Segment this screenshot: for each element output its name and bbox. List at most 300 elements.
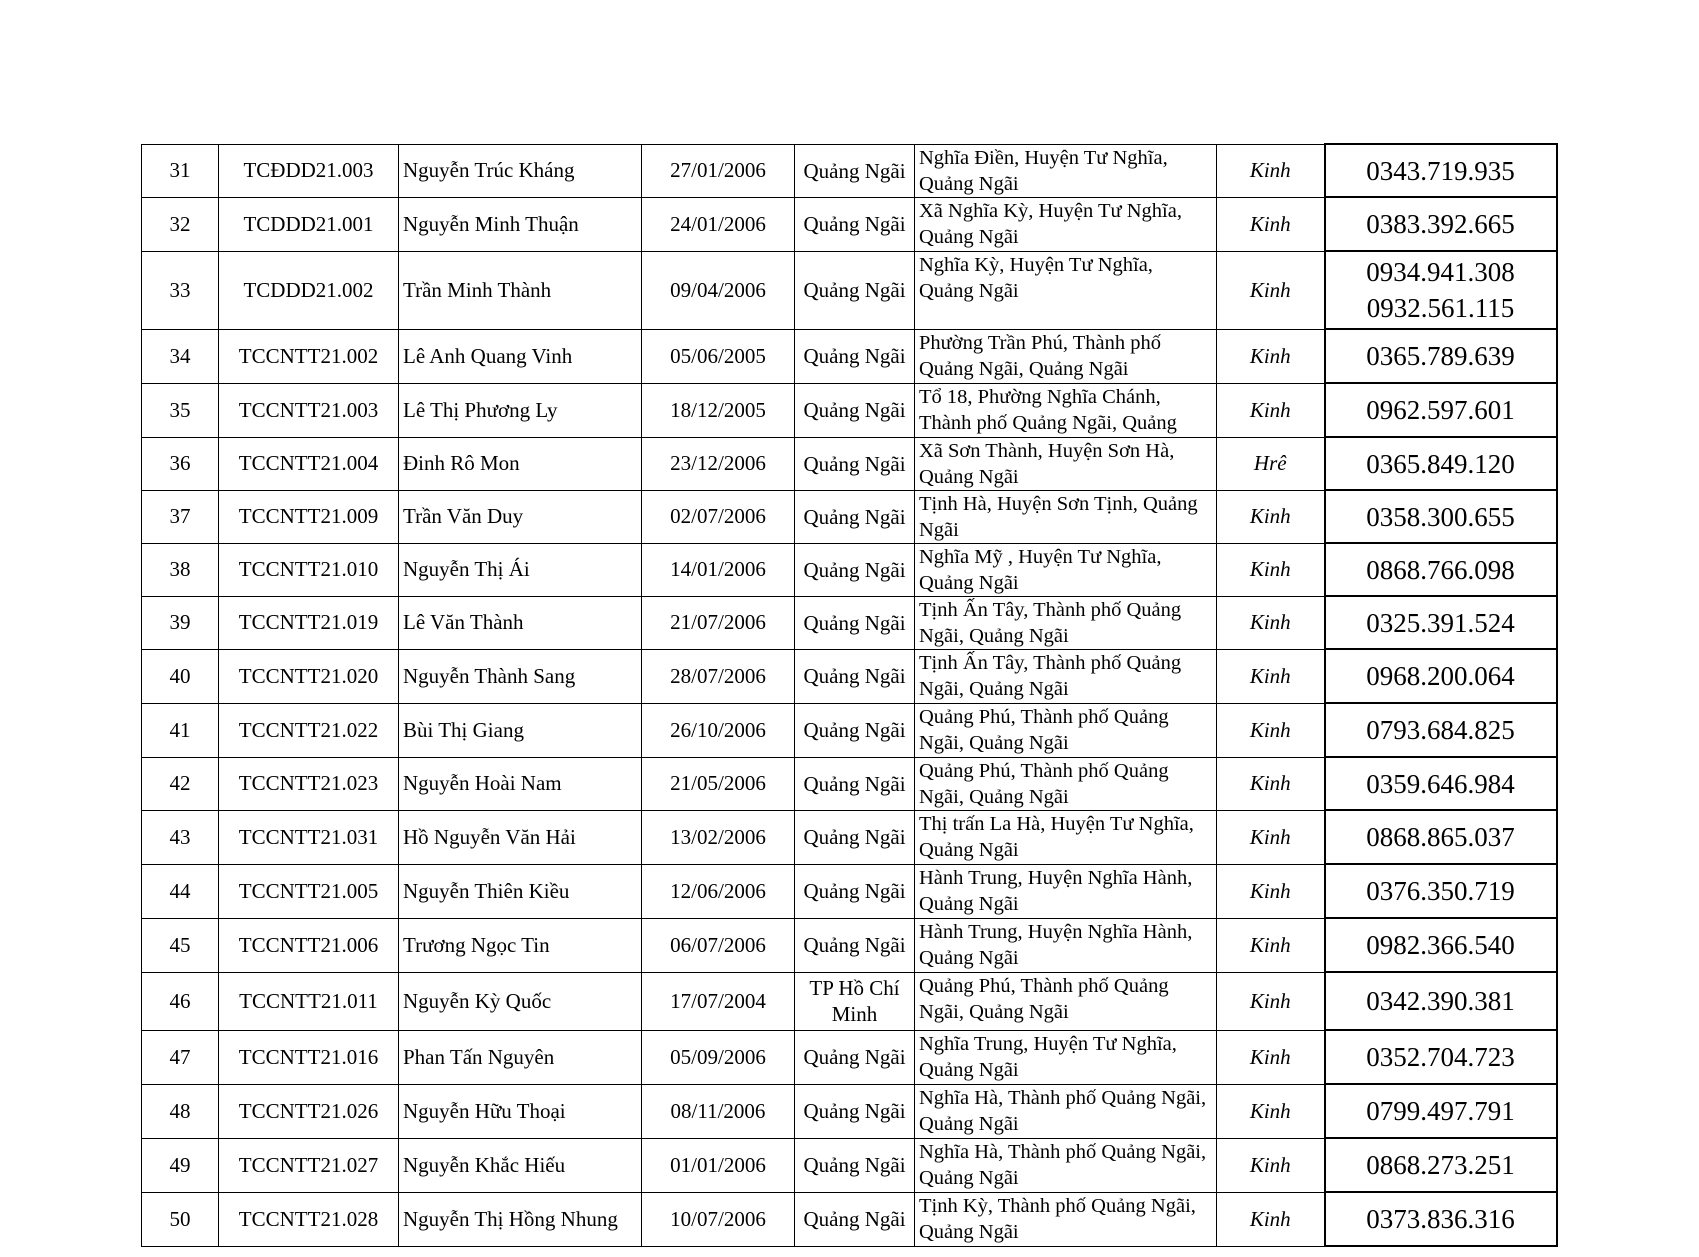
address-cell [915,144,1217,197]
ethnicity-cell [1217,144,1325,197]
table-row [142,437,1557,490]
student-name: Trương Ngọc Tin [403,932,550,957]
ethnicity-cell [1217,543,1325,596]
birthplace-cell [795,329,915,383]
birthplace-cell [795,972,915,1030]
row-number: 33 [169,277,191,302]
row-number: 38 [169,557,191,581]
date-of-birth-cell [642,144,795,197]
ethnicity: Kinh [1249,932,1291,957]
student-name: Phan Tấn Nguyên [403,1044,555,1069]
date-of-birth-cell [642,1030,795,1084]
student-code-cell [219,918,399,972]
date-of-birth: 28/07/2006 [670,663,766,688]
phone-cell [1325,810,1557,864]
table-row [142,543,1557,596]
student-code: TCĐDD21.003 [243,158,374,182]
address-cell [915,649,1217,703]
address: Tịnh Kỳ, Thành phố Quảng Ngãi, Quảng Ngãi [919,1194,1196,1243]
student-code: TCCNTT21.009 [238,504,379,528]
row-number-cell [142,1138,219,1192]
address: Phường Trần Phú, Thành phố Quảng Ngãi, Quảng Ngãi [919,331,1161,380]
birthplace: TP Hồ Chí Minh [809,976,900,1026]
row-number-cell [142,437,219,490]
date-of-birth: 01/01/2006 [670,1152,766,1177]
address: Thị trấn La Hà, Huyện Tư Nghĩa, Quảng Ngãi [919,812,1194,861]
ethnicity-cell [1217,383,1325,437]
address-cell [915,703,1217,757]
date-of-birth: 08/11/2006 [670,1098,766,1123]
row-number-cell [142,490,219,543]
birthplace-cell [795,1084,915,1138]
ethnicity: Kinh [1249,1098,1291,1123]
address: Nghĩa Hà, Thành phố Quảng Ngãi, Quảng Ngãi [919,1086,1207,1135]
ethnicity-cell [1217,197,1325,251]
student-code: TCCNTT21.026 [238,1098,379,1123]
birthplace-cell [795,1138,915,1192]
student-code: TCCNTT21.020 [238,663,379,688]
date-of-birth-cell [642,810,795,864]
ethnicity: Kinh [1249,1206,1291,1231]
date-of-birth-cell [642,543,795,596]
ethnicity-cell [1217,1030,1325,1084]
row-number-cell [142,649,219,703]
student-name: Nguyễn Thiên Kiều [403,878,570,903]
student-name: Lê Thị Phương Ly [403,397,558,422]
address-cell [915,1192,1217,1246]
phone-number: 0359.646.984 [1366,768,1515,799]
table-row [142,251,1557,329]
table-row [142,144,1557,197]
phone-number: 0868.865.037 [1366,822,1515,852]
ethnicity: Kinh [1249,158,1291,182]
ethnicity: Kinh [1249,504,1291,528]
student-code: TCDDD21.001 [243,211,374,236]
address-cell [915,329,1217,383]
student-code-cell [219,703,399,757]
address-cell [915,543,1217,596]
row-number: 48 [169,1098,191,1123]
phone-cell [1325,864,1557,918]
address-cell [915,918,1217,972]
student-code: TCCNTT21.019 [238,610,379,634]
student-code-cell [219,972,399,1030]
table-row [142,757,1557,810]
student-name-cell [399,918,642,972]
phone-cell [1325,703,1557,757]
birthplace: Quảng Ngãi [803,504,906,529]
student-code: TCCNTT21.006 [238,932,379,957]
birthplace-cell [795,918,915,972]
address: Quảng Phú, Thành phố Quảng Ngãi, Quảng Ngãi [919,974,1169,1023]
date-of-birth-cell [642,490,795,543]
row-number-cell [142,329,219,383]
date-of-birth: 18/12/2005 [670,397,766,422]
phone-cell [1325,1084,1557,1138]
student-code-cell [219,437,399,490]
phone-cell [1325,1192,1557,1246]
address: Tổ 18, Phường Nghĩa Chánh, Thành phố Quảng Ngãi, Quảng [919,385,1177,434]
row-number: 35 [169,397,191,422]
birthplace: Quảng Ngãi [803,1207,906,1231]
birthplace: Quảng Ngãi [803,610,906,635]
birthplace-cell [795,810,915,864]
row-number-cell [142,1030,219,1084]
student-name-cell [399,703,642,757]
address: Tịnh Hà, Huyện Sơn Tịnh, Quảng Ngãi [919,492,1198,541]
date-of-birth-cell [642,1084,795,1138]
student-code: TCCNTT21.002 [238,343,379,368]
row-number-cell [142,1084,219,1138]
ethnicity: Kinh [1249,824,1291,849]
address: Tịnh Ấn Tây, Thành phố Quảng Ngãi, Quảng Ngãi [919,651,1182,700]
address: Tịnh Ấn Tây, Thành phố Quảng Ngãi, Quảng Ngãi [919,598,1182,647]
phone-cell [1325,251,1557,329]
date-of-birth: 23/12/2006 [670,451,766,475]
phone-number: 0376.350.719 [1366,876,1515,906]
phone-number: 0868.766.098 [1366,554,1515,585]
row-number-cell [142,864,219,918]
table-row [142,703,1557,757]
address: Nghĩa Mỹ , Huyện Tư Nghĩa, Quảng Ngãi [919,545,1162,594]
student-name-cell [399,972,642,1030]
row-number-cell [142,972,219,1030]
birthplace-cell [795,703,915,757]
student-name-cell [399,329,642,383]
student-name-cell [399,864,642,918]
date-of-birth-cell [642,251,795,329]
address: Nghĩa Hà, Thành phố Quảng Ngãi, Quảng Ngãi [919,1140,1207,1189]
phone-cell [1325,329,1557,383]
date-of-birth: 26/10/2006 [670,717,766,742]
phone-number: 0342.390.381 [1366,986,1515,1016]
birthplace-cell [795,490,915,543]
address-cell [915,1030,1217,1084]
ethnicity-cell [1217,329,1325,383]
address-cell [915,490,1217,543]
phone-cell [1325,649,1557,703]
student-name: Nguyễn Khắc Hiếu [403,1152,566,1177]
birthplace-cell [795,864,915,918]
phone-number: 0352.704.723 [1366,1042,1515,1072]
phone-number: 0799.497.791 [1366,1096,1515,1126]
phone-cell [1325,144,1557,197]
date-of-birth-cell [642,918,795,972]
birthplace: Quảng Ngãi [803,1153,906,1177]
address-cell [915,1084,1217,1138]
ethnicity-cell [1217,972,1325,1030]
phone-number: 0982.366.540 [1366,930,1515,960]
birthplace: Quảng Ngãi [803,278,906,302]
table-row [142,864,1557,918]
birthplace-cell [795,437,915,490]
row-number: 37 [169,504,191,528]
row-number: 34 [169,343,191,368]
date-of-birth-cell [642,437,795,490]
ethnicity: Kinh [1249,211,1291,236]
student-code: TCCNTT21.010 [238,557,379,581]
date-of-birth-cell [642,197,795,251]
row-number: 39 [169,610,191,634]
phone-number: 0343.719.935 [1366,155,1515,186]
student-name: Đinh Rô Mon [403,451,520,475]
student-name: Nguyễn Trúc Kháng [403,158,575,182]
student-name-cell [399,437,642,490]
date-of-birth: 06/07/2006 [670,932,766,957]
student-code: TCDDD21.002 [243,277,374,302]
student-name-cell [399,383,642,437]
ethnicity: Kinh [1249,988,1291,1013]
birthplace: Quảng Ngãi [803,718,906,742]
date-of-birth: 10/07/2006 [670,1206,766,1231]
address: Hành Trung, Huyện Nghĩa Hành, Quảng Ngãi [919,920,1193,969]
phone-number: 0383.392.665 [1366,209,1515,239]
student-name: Nguyễn Kỳ Quốc [403,988,552,1013]
phone-number: 0793.684.825 [1366,715,1515,745]
student-code-cell [219,864,399,918]
student-table [141,143,1558,1247]
student-name: Nguyễn Thị Hồng Nhung [403,1206,618,1231]
row-number: 42 [169,771,191,795]
address: Quảng Phú, Thành phố Quảng Ngãi, Quảng Ngãi [919,759,1169,808]
row-number: 47 [169,1044,191,1069]
row-number-cell [142,703,219,757]
student-name: Nguyễn Thành Sang [403,663,576,688]
date-of-birth-cell [642,329,795,383]
phone-cell [1325,437,1557,490]
date-of-birth-cell [642,1138,795,1192]
address: Hành Trung, Huyện Nghĩa Hành, Quảng Ngãi [919,866,1193,915]
birthplace: Quảng Ngãi [803,344,906,368]
row-number: 41 [169,717,191,742]
row-number-cell [142,918,219,972]
birthplace: Quảng Ngãi [803,825,906,849]
student-name: Nguyễn Minh Thuận [403,211,579,236]
birthplace-cell [795,1192,915,1246]
ethnicity-cell [1217,251,1325,329]
phone-cell [1325,1030,1557,1084]
date-of-birth: 14/01/2006 [670,557,766,581]
phone-cell [1325,543,1557,596]
student-code-cell [219,543,399,596]
ethnicity: Kinh [1249,717,1291,742]
table-row [142,918,1557,972]
phone-cell [1325,383,1557,437]
address-cell [915,437,1217,490]
ethnicity-cell [1217,810,1325,864]
row-number: 36 [169,451,191,475]
student-name: Trần Minh Thành [403,277,552,302]
student-code-cell [219,649,399,703]
phone-cell [1325,596,1557,649]
address: Nghĩa Trung, Huyện Tư Nghĩa, Quảng Ngãi [919,1032,1177,1081]
student-code-cell [219,197,399,251]
student-code-cell [219,1030,399,1084]
date-of-birth-cell [642,1192,795,1246]
date-of-birth: 27/01/2006 [670,158,766,182]
ethnicity: Kinh [1249,663,1291,688]
birthplace: Quảng Ngãi [803,451,906,476]
date-of-birth: 17/07/2004 [670,988,766,1013]
phone-cell [1325,757,1557,810]
student-code: TCCNTT21.031 [238,824,379,849]
date-of-birth-cell [642,383,795,437]
ethnicity-cell [1217,918,1325,972]
student-code: TCCNTT21.005 [238,878,379,903]
date-of-birth: 05/09/2006 [670,1044,766,1069]
student-name: Nguyễn Thị Ái [403,557,530,581]
student-name: Hồ Nguyễn Văn Hải [403,824,576,849]
ethnicity: Kinh [1249,878,1291,903]
student-name-cell [399,1192,642,1246]
address-cell [915,757,1217,810]
date-of-birth: 21/05/2006 [670,771,766,795]
student-code-cell [219,329,399,383]
birthplace: Quảng Ngãi [803,158,906,183]
birthplace: Quảng Ngãi [803,1099,906,1123]
date-of-birth: 09/04/2006 [670,277,766,302]
student-code-cell [219,810,399,864]
birthplace-cell [795,197,915,251]
table-row [142,1138,1557,1192]
ethnicity: Kinh [1249,557,1291,581]
ethnicity-cell [1217,1138,1325,1192]
table-row [142,649,1557,703]
table-row [142,1192,1557,1246]
row-number: 46 [169,988,191,1013]
ethnicity: Kinh [1249,610,1291,634]
birthplace-cell [795,649,915,703]
table-row [142,810,1557,864]
student-code-cell [219,144,399,197]
birthplace: Quảng Ngãi [803,933,906,957]
row-number-cell [142,1192,219,1246]
row-number-cell [142,197,219,251]
student-code-cell [219,1192,399,1246]
date-of-birth-cell [642,596,795,649]
ethnicity-cell [1217,864,1325,918]
student-name: Trần Văn Duy [403,504,524,528]
date-of-birth: 12/06/2006 [670,878,766,903]
student-name-cell [399,1084,642,1138]
phone-cell [1325,918,1557,972]
row-number: 40 [169,663,191,688]
row-number-cell [142,810,219,864]
phone-cell [1325,490,1557,543]
table-row [142,490,1557,543]
student-code: TCCNTT21.022 [238,717,379,742]
student-name-cell [399,810,642,864]
student-code: TCCNTT21.016 [238,1044,379,1069]
student-name-cell [399,1138,642,1192]
ethnicity: Kinh [1249,771,1291,795]
phone-number: 0932.561.115 [1366,293,1515,323]
student-code: TCCNTT21.003 [238,397,379,422]
date-of-birth-cell [642,864,795,918]
address: Xã Sơn Thành, Huyện Sơn Hà, Quảng Ngãi [919,439,1175,488]
address-cell [915,864,1217,918]
address-cell [915,810,1217,864]
student-code-cell [219,1084,399,1138]
date-of-birth: 05/06/2005 [670,343,766,368]
ethnicity-cell [1217,757,1325,810]
birthplace: Quảng Ngãi [803,212,906,236]
student-code-cell [219,757,399,810]
address-cell [915,197,1217,251]
row-number: 50 [169,1206,191,1231]
row-number-cell [142,596,219,649]
table-row [142,383,1557,437]
student-table-body [142,144,1557,1246]
address-cell [915,383,1217,437]
row-number: 49 [169,1152,191,1177]
phone-number: 0373.836.316 [1366,1204,1515,1234]
student-code: TCCNTT21.028 [238,1206,379,1231]
ethnicity: Kinh [1249,277,1291,302]
student-code-cell [219,1138,399,1192]
birthplace: Quảng Ngãi [803,1045,906,1069]
address: Nghĩa Điền, Huyện Tư Nghĩa, Quảng Ngãi [919,146,1168,195]
table-row [142,972,1557,1030]
phone-number: 0968.200.064 [1366,661,1515,691]
row-number-cell [142,144,219,197]
phone-cell [1325,972,1557,1030]
table-row [142,197,1557,251]
address: Xã Nghĩa Kỳ, Huyện Tư Nghĩa, Quảng Ngãi [919,199,1182,248]
phone-number: 0934.941.308 [1366,257,1515,287]
birthplace-cell [795,383,915,437]
birthplace-cell [795,251,915,329]
birthplace-cell [795,1030,915,1084]
student-code-cell [219,251,399,329]
student-name: Nguyễn Hữu Thoại [403,1098,566,1123]
address-cell [915,596,1217,649]
date-of-birth-cell [642,649,795,703]
phone-number: 0962.597.601 [1366,395,1515,425]
birthplace: Quảng Ngãi [803,879,906,903]
student-name: Bùi Thị Giang [403,717,524,742]
date-of-birth-cell [642,972,795,1030]
student-name-cell [399,757,642,810]
row-number-cell [142,757,219,810]
birthplace-cell [795,757,915,810]
phone-cell [1325,197,1557,251]
phone-number: 0365.789.639 [1366,341,1515,371]
birthplace: Quảng Ngãi [803,664,906,688]
row-number-cell [142,251,219,329]
ethnicity-cell [1217,1192,1325,1246]
ethnicity: Kinh [1249,1044,1291,1069]
phone-number: 0365.849.120 [1366,448,1515,479]
ethnicity: Hrê [1253,451,1287,475]
phone-number: 0868.273.251 [1366,1150,1515,1180]
student-code: TCCNTT21.004 [238,451,379,475]
student-name-cell [399,490,642,543]
birthplace-cell [795,596,915,649]
row-number: 43 [169,824,191,849]
phone-number: 0325.391.524 [1366,607,1515,638]
phone-cell [1325,1138,1557,1192]
address: Nghĩa Kỳ, Huyện Tư Nghĩa, Quảng Ngãi [919,253,1153,302]
row-number: 31 [169,158,191,182]
ethnicity-cell [1217,490,1325,543]
ethnicity: Kinh [1249,397,1291,422]
row-number: 44 [169,878,191,903]
date-of-birth-cell [642,757,795,810]
student-code-cell [219,596,399,649]
student-name-cell [399,144,642,197]
row-number: 45 [169,932,191,957]
